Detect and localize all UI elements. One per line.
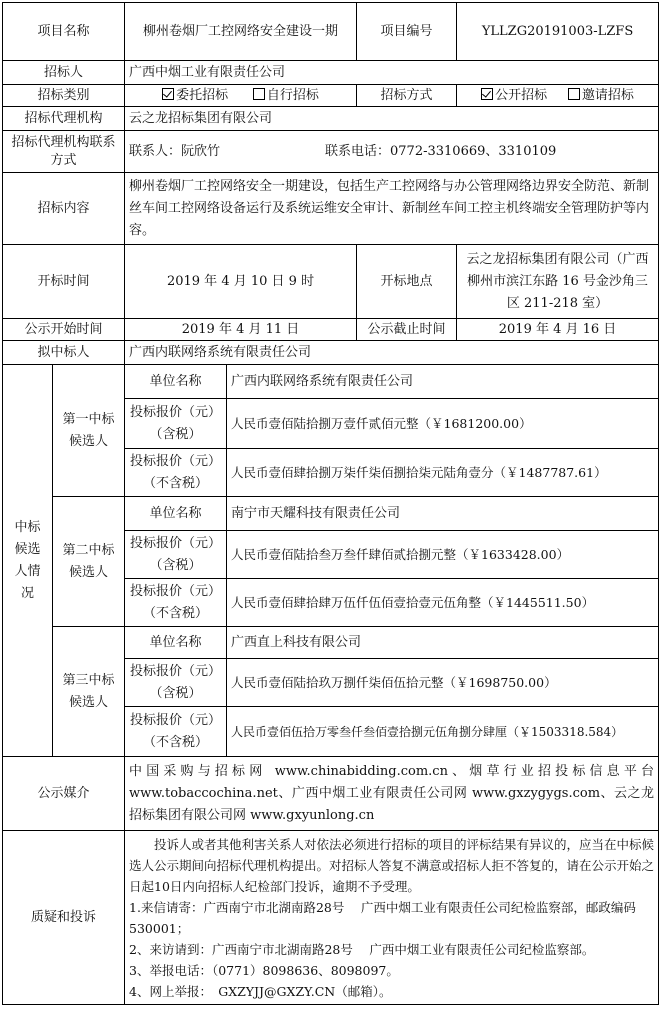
media: 中国采购与招标网 www.chinabidding.com.cn、烟草行业招投标信息平台 www.tobaccochina.net、广西中烟工业有限责任公司网 www.gxzygygs.com、云之龙招标集团有限公司网 www.gxyunlong.cn <box>125 757 659 831</box>
candidate-name: 南宁市天耀科技有限责任公司 <box>227 497 659 531</box>
tender-type-label: 招标类别 <box>3 85 125 107</box>
unit-name-label: 单位名称 <box>125 365 227 399</box>
unit-name-label: 单位名称 <box>125 497 227 531</box>
candidates-label: 中标候选人情况 <box>3 365 53 757</box>
contact-phone: 联系电话：0772-3310669、3310109 <box>325 143 557 159</box>
tender-method-option: 公开招标 <box>481 87 547 105</box>
project-no: YLLZG20191003-LZFS <box>457 3 659 61</box>
agency-label: 招标代理机构 <box>3 107 125 131</box>
notice-end: 2019 年 4 月 16 日 <box>457 319 659 341</box>
tender-type-option: 自行招标 <box>253 87 319 105</box>
candidate-rank: 第三中标候选人 <box>53 627 125 757</box>
candidate-rank: 第二中标候选人 <box>53 497 125 627</box>
open-time-label: 开标时间 <box>3 245 125 319</box>
project-name: 柳州卷烟厂工控网络安全建设一期 <box>125 3 357 61</box>
candidate-price-tax: 人民币壹佰陆拾叁万叁仟肆佰贰拾捌元整（￥1633428.00） <box>227 531 659 579</box>
bid-tax-label: 投标报价（元）（含税） <box>125 531 227 579</box>
bid-notax-label: 投标报价（元）（不含税） <box>125 579 227 627</box>
bid-tax-label: 投标报价（元）（含税） <box>125 399 227 449</box>
tender-method-label: 招标方式 <box>357 85 457 107</box>
notice-end-label: 公示截止时间 <box>357 319 457 341</box>
candidate-price-tax: 人民币壹佰陆拾玖万捌仟柒佰伍拾元整（￥1698750.00） <box>227 659 659 707</box>
tender-type-options <box>125 85 357 107</box>
unit-name-label: 单位名称 <box>125 627 227 659</box>
tender-method-options <box>457 85 659 107</box>
complaint-item: 2、来访请到：广西南宁市北湖南路28号 广西中烟工业有限责任公司纪检监察部。 <box>129 941 595 957</box>
media-label: 公示媒介 <box>3 757 125 831</box>
candidate-price-tax: 人民币壹佰陆拾捌万壹仟贰佰元整（￥1681200.00） <box>227 399 659 449</box>
candidate-name: 广西直上科技有限公司 <box>227 627 659 659</box>
winner-label: 拟中标人 <box>3 341 125 365</box>
complaint-content <box>125 831 659 1005</box>
project-no-label: 项目编号 <box>357 3 457 61</box>
notice-start-label: 公示开始时间 <box>3 319 125 341</box>
tender-content: 柳州卷烟厂工控网络安全一期建设，包括生产工控网络与办公管理网络边界安全防范、新制丝车间工控网络设备运行及系统运维安全审计、新制丝车间工控主机终端安全管理防护等内容。 <box>125 173 659 245</box>
open-time: 2019 年 4 月 10 日 9 时 <box>125 245 357 319</box>
candidate-price-notax: 人民币壹佰肆拾捌万柒仟柒佰捌拾柒元陆角壹分（￥1487787.61） <box>227 449 659 497</box>
agency-contact <box>125 131 659 173</box>
complaint-item: 4、网上举报： GXZYJJ@GXZY.CN（邮箱）。 <box>129 983 392 999</box>
open-place-label: 开标地点 <box>357 245 457 319</box>
notice-start: 2019 年 4 月 11 日 <box>125 319 357 341</box>
tender-method-option: 邀请招标 <box>568 87 634 105</box>
candidate-price-notax: 人民币壹佰伍拾万零叁仟叁佰壹拾捌元伍角捌分肆厘（￥1503318.584） <box>227 707 659 757</box>
bid-result-table <box>2 2 659 1005</box>
content-label: 招标内容 <box>3 173 125 245</box>
candidate-price-notax: 人民币壹佰肆拾肆万伍仟伍佰壹拾壹元伍角整（￥1445511.50） <box>227 579 659 627</box>
complaint-item: 3、举报电话：（0771）8098636、8098097。 <box>129 962 399 978</box>
tenderer-label: 招标人 <box>3 61 125 85</box>
bid-notax-label: 投标报价（元）（不含税） <box>125 707 227 757</box>
checkbox-checked-icon <box>481 88 493 100</box>
checkbox-empty-icon <box>568 88 580 100</box>
checkbox-empty-icon <box>253 88 265 100</box>
contact-person: 联系人：阮欣竹 <box>129 143 221 159</box>
agency-contact-label: 招标代理机构联系方式 <box>3 131 125 173</box>
candidate-rank: 第一中标候选人 <box>53 365 125 497</box>
complaint-intro: 投诉人或者其他利害关系人对依法必须进行招标的项目的评标结果有异议的，应当在中标候选人公示期间向招标代理机构提出。对招标人答复不满意或招标人拒不答复的，请在公示开始之日起10日内向招标人纪检部门投诉，逾期不予受理。 <box>129 836 655 894</box>
bid-notax-label: 投标报价（元）（不含税） <box>125 449 227 497</box>
tender-type-option: 委托招标 <box>162 87 228 105</box>
complaint-label: 质疑和投诉 <box>3 831 125 1005</box>
winner: 广西内联网络系统有限责任公司 <box>125 341 659 365</box>
open-place: 云之龙招标集团有限公司（广西柳州市滨江东路 16 号金沙角三区 211-218 室） <box>457 245 659 319</box>
complaint-item: 1.来信请寄：广西南宁市北湖南路28号 广西中烟工业有限责任公司纪检监察部，邮政编码530001； <box>129 899 636 936</box>
agency: 云之龙招标集团有限公司 <box>125 107 659 131</box>
candidate-name: 广西内联网络系统有限责任公司 <box>227 365 659 399</box>
project-name-label: 项目名称 <box>3 3 125 61</box>
tenderer: 广西中烟工业有限责任公司 <box>125 61 659 85</box>
checkbox-checked-icon <box>162 88 174 100</box>
bid-tax-label: 投标报价（元）（含税） <box>125 659 227 707</box>
